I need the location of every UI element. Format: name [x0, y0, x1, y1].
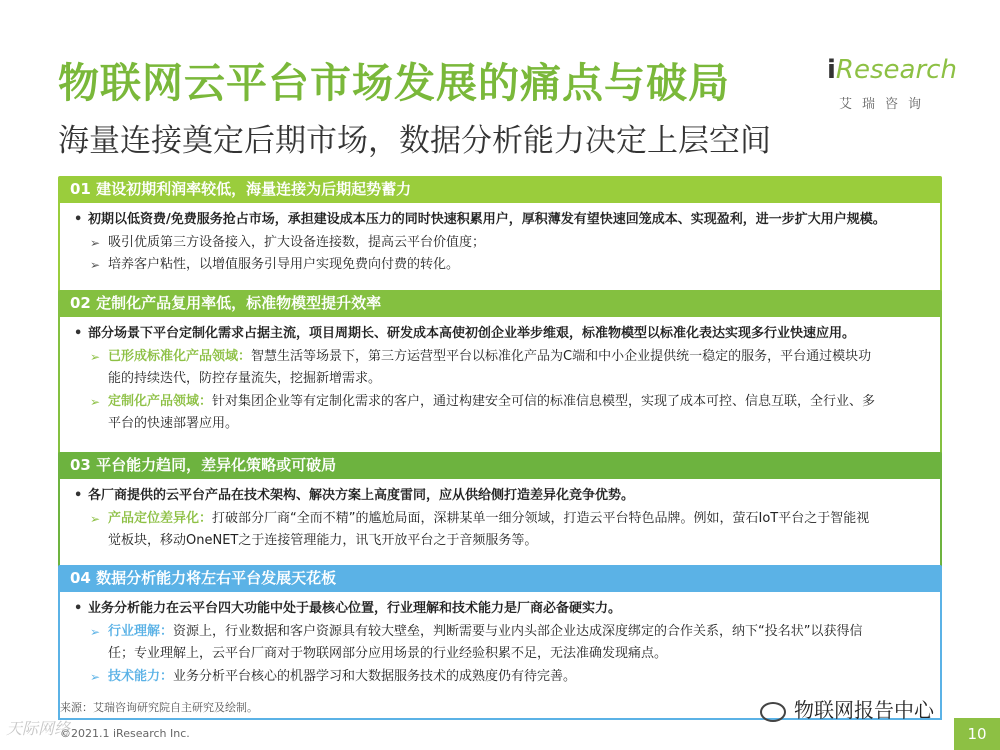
- arrow-icon: ➢: [90, 258, 101, 272]
- source-note: 来源：艾瑞咨询研究院自主研究及绘制。: [60, 701, 258, 714]
- arrow-icon: ➢: [90, 349, 101, 364]
- sub-line: ➢ 产品定位差异化：打破部分厂商“全而不精”的尴尬局面，深耕某单一细分领域，打造云平台特色品牌。例如，萤石IoT平台之于智能视: [74, 508, 926, 531]
- sub-line: ➢ 行业理解：资源上，行业数据和客户资源具有较大壁垒，判断需要与业内头部企业达成深度绑定的合作关系，纳下“投名状”以获得信: [74, 621, 926, 644]
- section-03: [58, 452, 942, 579]
- logo-subtitle: 艾瑞咨询: [839, 97, 932, 112]
- sub-line: ➢ 已形成标准化产品领域：智慧生活等场景下，第三方运营型平台以标准化产品为C端和中小企业提供统一稳定的服务，平台通过模块功: [74, 346, 926, 369]
- wechat-icon: [760, 702, 786, 722]
- bullet-icon: •: [74, 488, 83, 503]
- bullet-line: • 各厂商提供的云平台产品在技术架构、解决方案上高度雷同，应从供给侧打造差异化竞争优势。: [74, 485, 926, 508]
- section-header: 04 数据分析能力将左右平台发展天花板: [58, 565, 942, 592]
- section-02: [58, 290, 942, 477]
- iresearch-logo: [827, 55, 957, 115]
- arrow-icon: ➢: [90, 511, 101, 526]
- bullet-line: • 业务分析能力在云平台四大功能中处于最核心位置，行业理解和技术能力是厂商必备硬实力。: [74, 598, 926, 621]
- arrow-icon: ➢: [90, 394, 101, 409]
- section-header: 01 建设初期利润率较低，海量连接为后期起势蓄力: [58, 176, 942, 203]
- sub-line: ➢ 吸引优质第三方设备接入，扩大设备连接数，提高云平台价值度；: [74, 232, 926, 255]
- sub-line: ➢ 培养客户粘性，以增值服务引导用户实现免费向付费的转化。: [74, 254, 926, 277]
- bullet-line: • 部分场景下平台定制化需求占据主流，项目周期长、研发成本高使初创企业举步维艰，标准物模型以标准化表达实现多行业快速应用。: [74, 323, 926, 346]
- bullet-icon: •: [74, 326, 83, 341]
- arrow-icon: ➢: [90, 235, 101, 250]
- section-body: [58, 479, 942, 579]
- section-header: 03 平台能力趋同，差异化策略或可破局: [58, 452, 942, 479]
- copyright: ©2021.1 iResearch Inc.: [60, 727, 190, 740]
- sub-line-cont: 任；专业理解上，云平台厂商对于物联网部分应用场景的行业经验积累不足，无法准确发现痛点。: [108, 646, 668, 661]
- sub-line-cont: 觉板块，移动OneNET之于连接管理能力，讯飞开放平台之于音频服务等。: [108, 533, 538, 548]
- sub-line-cont: 能的持续迭代，防控存量流失，挖掘新增需求。: [108, 371, 382, 386]
- page-subtitle: 海量连接奠定后期市场，数据分析能力决定上层空间: [58, 123, 771, 159]
- sub-line: ➢ 定制化产品领域：针对集团企业等有定制化需求的客户，通过构建安全可信的标准信息模型，实现了成本可控、信息互联，全行业、多: [74, 391, 926, 414]
- bullet-icon: •: [74, 601, 83, 616]
- bullet-icon: •: [74, 212, 83, 227]
- wechat-badge: 物联网报告中心: [760, 694, 934, 723]
- section-header: 02 定制化产品复用率低，标准物模型提升效率: [58, 290, 942, 317]
- arrow-icon: ➢: [90, 624, 101, 639]
- page-number: 10: [954, 718, 1000, 750]
- watermark: 天际网络: [6, 719, 71, 738]
- sub-line: ➢ 技术能力：业务分析平台核心的机器学习和大数据服务技术的成熟度仍有待完善。: [74, 666, 926, 689]
- arrow-icon: ➢: [90, 669, 101, 684]
- page-title: 物联网云平台市场发展的痛点与破局: [58, 59, 730, 107]
- logo-brand: iResearch: [827, 55, 957, 85]
- bullet-line: • 初期以低资费/免费服务抢占市场，承担建设成本压力的同时快速积累用户，厚积薄发有望快速回笼成本、实现盈利，进一步扩大用户规模。: [74, 209, 926, 232]
- sub-line-cont: 平台的快速部署应用。: [108, 416, 239, 431]
